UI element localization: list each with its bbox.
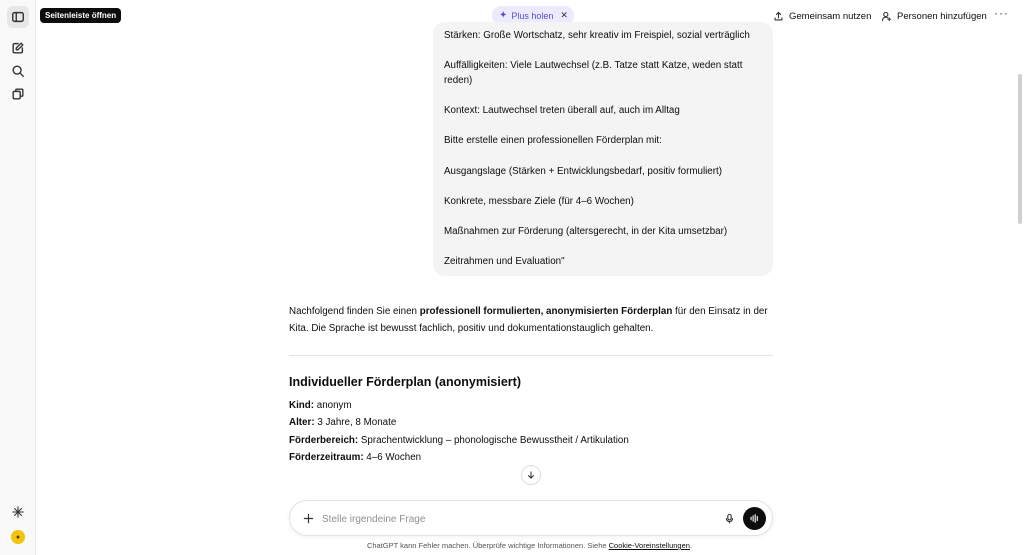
voice-mode-button[interactable]	[743, 507, 766, 530]
field-value: anonym	[314, 400, 352, 411]
user-message-line: Konkrete, messbare Ziele (für 4–6 Wochen)	[444, 196, 634, 207]
search-icon	[11, 64, 25, 78]
close-icon[interactable]: ✕	[560, 10, 568, 20]
plan-field	[289, 451, 421, 465]
field-value: Sprachentwicklung – phonologische Bewusstheit / Artikulation	[358, 435, 629, 446]
scrollbar[interactable]	[1016, 34, 1024, 555]
more-options-button[interactable]: ···	[994, 6, 1009, 20]
waveform-icon	[749, 513, 760, 524]
user-message-line: Bitte erstelle einen professionellen Förderplan mit:	[444, 135, 662, 146]
share-icon	[773, 11, 784, 22]
new-chat-button[interactable]	[7, 37, 29, 59]
field-label: Förderbereich:	[289, 435, 359, 446]
disclaimer-text: ChatGPT kann Fehler machen. Überprüfe wichtige Informationen. Siehe	[366, 541, 609, 550]
user-message-line: Zeitrahmen und Evaluation"	[444, 256, 565, 267]
microphone-icon	[724, 513, 735, 524]
plan-field	[289, 416, 396, 430]
add-people-label: Personen hinzufügen	[897, 10, 987, 22]
prompt-input[interactable]	[322, 510, 712, 528]
field-value: 4–6 Wochen	[363, 452, 422, 463]
composer	[289, 500, 773, 536]
sparkle-icon: ✦	[499, 10, 508, 21]
divider	[289, 355, 773, 356]
intro-text: Nachfolgend finden Sie einen	[289, 306, 420, 317]
scroll-to-bottom-button[interactable]	[521, 465, 541, 485]
user-message-line: Stärken: Große Wortschatz, sehr kreativ im Freispiel, sozial verträglich	[444, 30, 750, 41]
assistant-intro	[289, 303, 773, 337]
field-label: Alter:	[289, 417, 315, 428]
new-chat-icon	[11, 41, 25, 55]
intro-text-end: für den Einsatz in der Kita. Die Sprache ist bewusst fachlich, positiv und dokumentationstauglich gehalten.	[289, 306, 768, 334]
add-people-button[interactable]	[881, 8, 987, 24]
intro-bold: professionell formulierten, anonymisierten Förderplan	[419, 306, 673, 317]
share-label: Gemeinsam nutzen	[789, 10, 872, 22]
add-person-icon	[881, 11, 892, 22]
left-rail	[0, 0, 36, 555]
plan-heading: Individueller Förderplan (anonymisiert)	[289, 375, 521, 389]
user-message-line: Ausgangslage (Stärken + Entwicklungsbedarf, positiv formuliert)	[444, 166, 722, 177]
explore-button[interactable]	[7, 501, 29, 523]
field-value: 3 Jahre, 8 Monate	[314, 417, 397, 428]
user-message-bubble	[433, 22, 773, 276]
user-message-line: Auffälligkeiten: Viele Lautwechsel (z.B. Tatze statt Katze, weden statt reden)	[444, 60, 743, 86]
user-message-line: Maßnahmen zur Förderung (altersgerecht, in der Kita umsetzbar)	[444, 226, 728, 237]
sparkle-icon	[11, 505, 25, 519]
plus-icon	[303, 513, 314, 524]
user-message-line: Kontext: Lautwechsel treten überall auf, auch im Alltag	[444, 105, 680, 116]
attach-button[interactable]	[300, 510, 316, 526]
sidebar-toggle-icon	[11, 10, 25, 24]
sidebar-tooltip: Seitenleiste öffnen	[40, 8, 121, 23]
share-button[interactable]	[773, 8, 871, 24]
scroll-thumb[interactable]	[1018, 74, 1022, 224]
dictate-button[interactable]	[722, 511, 736, 525]
plan-field	[289, 434, 629, 448]
avatar-icon: ●	[15, 533, 21, 541]
plus-label: Plus holen	[511, 10, 554, 21]
sidebar-toggle-button[interactable]	[7, 6, 29, 28]
disclaimer-end: .	[689, 541, 693, 550]
field-label: Kind:	[289, 400, 315, 411]
arrow-down-icon	[526, 470, 536, 480]
library-button[interactable]	[7, 83, 29, 105]
cookie-settings-link[interactable]: Cookie-Voreinstellungen	[608, 541, 690, 550]
search-button[interactable]	[7, 60, 29, 82]
disclaimer	[0, 541, 1024, 550]
field-label: Förderzeitraum:	[289, 452, 364, 463]
library-icon	[11, 87, 25, 101]
plan-field	[289, 399, 352, 413]
